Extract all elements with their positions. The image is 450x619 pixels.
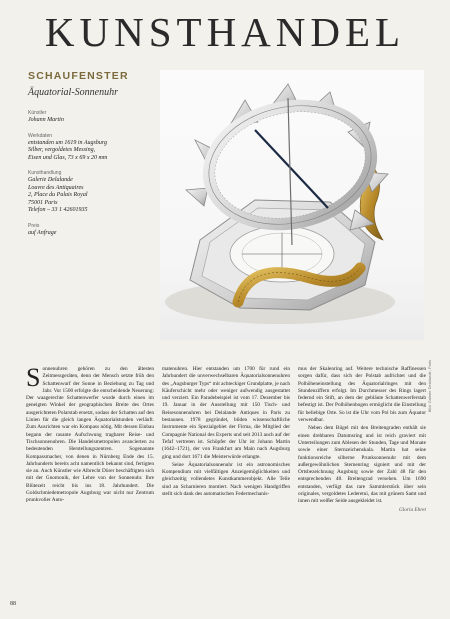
fact-value: 2, Place du Palais Royal	[28, 192, 88, 198]
sundial-illustration	[160, 70, 424, 340]
fact-value: Eisen und Glas, 73 x 69 x 20 mm	[28, 154, 108, 161]
page-number: 88	[10, 601, 16, 607]
fact-dealer	[28, 170, 158, 215]
fact-label: Preis	[28, 222, 40, 229]
paragraph: mus der Skalenring auf. Weitere technische Raffinessen sorgen dafür, dass sich der Polstab aufrichtet und die Polhöheneinstellung des Äquatorialringes mit den Stundenziffern erfolgt. Im Durchmesser des Rings lagert federnd ein Stift, an dem der gebläute Schattenwerferstab befestigt ist. Der Polhöhenbogen ermöglicht die Einstellung für beliebige Orte. So ist die Uhr vom Pol bis zum Äquator verwendbar.	[298, 366, 426, 424]
fact-value: Silber, vergoldetes Messing,	[28, 147, 96, 153]
fact-value: entstanden um 1619 in Augsburg	[28, 139, 107, 146]
fact-label: Werkdaten	[28, 132, 53, 139]
fact-artist	[28, 110, 158, 125]
headline: Äquatorial-Sonnenuhr	[28, 87, 118, 98]
paragraph: Neben dem Bügel mit den Breitengraden enthält sie einen drehbaren Datumsring und ist reich graviert mit Unterteilungen zum Ablesen der Stunden, Tage und Monate sowie einer Sternzeichenskala. Martin hat seine funktionsreiche silberne Prunksonnenuhr mit dem außergewöhnlichen Sternenring signiert und mit der Ortsbezeichnung Augsburg sowie der Zahl 48 für den entsprechenden 48. Breitengrad versehen. Um 1690 entstanden, verfügt das rare Sammlerstück über sein originales, vergoldetes Lederetui, das mit grünem Samt und innen mit weißer Seide ausgekleidet ist.	[298, 425, 426, 505]
sundial-photo	[160, 70, 424, 340]
article-column-1	[26, 366, 154, 606]
dropcap: S	[26, 366, 41, 392]
fact-value: Telefon – 33 1 42601935	[28, 207, 88, 213]
facts-sidebar	[28, 110, 158, 245]
fact-value: Louvre des Antiquaires	[28, 184, 84, 191]
author-byline: Gloria Ehret	[398, 506, 426, 513]
photo-credit: Bild: Galerie Delalande, Paris	[427, 360, 432, 413]
article-column-3	[298, 366, 426, 606]
fact-value: auf Anfrage	[28, 229, 57, 236]
fact-label: Künstler	[28, 110, 47, 116]
masthead-title: KUNSTHANDEL	[44, 9, 406, 55]
paragraph: matenuhren. Hier entstanden um 1700 für rund ein Jahrhundert die unverwechselbaren Äquatorialsonnenuhren des „Augsburger Typs“ mit achteckiger Grundplatte, je nach Käuferschicht mehr oder weniger aufwendig ausgestattet und verziert. Ein Paradebeispiel ist vom 17. Dezember bis 19. Januar in der Ausstellung mit 150 Tisch- und Reisesonnenuhren bei Delalande Antiques in Paris zu bestaunen. 1978 gegründet, bilden wissenschaftliche Instrumente ein Spezialgebiet der Firma, die Mitglied der Compagnie National des Experts und seit 2013 auch auf der Tefaf vertreten ist. Schöpfer der Uhr ist Johann Martin (1642–1721), der von Frankfurt am Main nach Augsburg ging und dort 1671 die Meisterwürde erlangte.	[162, 366, 290, 460]
paragraph: Seine Äquatorialsonnenuhr ist ein astronomisches Kompendium mit vielfältigen Anzeigemöglichkeiten und gleichzeitig vollendetes Kunstkammerobjekt. Alle Teile sind an Scharnieren montiert. Nach wenigen Handgriffen stellt sich dank des automatischen Federmechanis-	[162, 461, 290, 498]
fact-workdata	[28, 133, 158, 163]
fact-value: Johann Martin	[28, 117, 64, 123]
paragraph-text: onnenuhren gehören zu den ältesten Zeitmessgeräten, denn der Mensch setzte früh den Schattenwurf der Sonne in Beziehung zu Tag und Jahr. Vor 1500 erfolgte die entscheidende Neuerung: Der waagerechte Schattenwerfer wurde durch einen im geneigten Winkel der geographischen Breite des Ortes ausgerichteten Polarstab ersetzt, sodass der Schatten auf den Linien für die gleich langen Äquatorialstunden verläuft. Zum Ausrichten war ein Kompass nötig. Mit dessen Einbau begann der rasante Aufschwung tragbarer Reise- und Tischsonnenuhren. Die Handelsmetropolen avancierten zu bedeutenden Herstellungszentren. Sogenannte Kompassmacher, von denen in Nürnberg Ende des 15. Jahrhunderts bereits acht namentlich bekannt sind, fertigten sie an. Auch Künstler wie Albrecht Dürer beschäftigten sich mit der Gnomonik, der Lehre von der Sonnenuhr. Ihre Blütezeit reicht bis ins 18. Jahrhundert. Die Goldschmiedemetropole Augsburg war nicht nur Zentrum prunkvoller Auto-	[26, 366, 154, 504]
fact-label: Kunsthandlung	[28, 170, 62, 176]
section-label: SCHAUFENSTER	[28, 70, 129, 82]
article-body	[26, 366, 426, 606]
fact-value: 75001 Paris	[28, 199, 58, 206]
fact-value: Galerie Delalande	[28, 177, 73, 183]
fact-price	[28, 223, 158, 238]
paragraph	[26, 366, 154, 505]
article-column-2	[162, 366, 290, 606]
